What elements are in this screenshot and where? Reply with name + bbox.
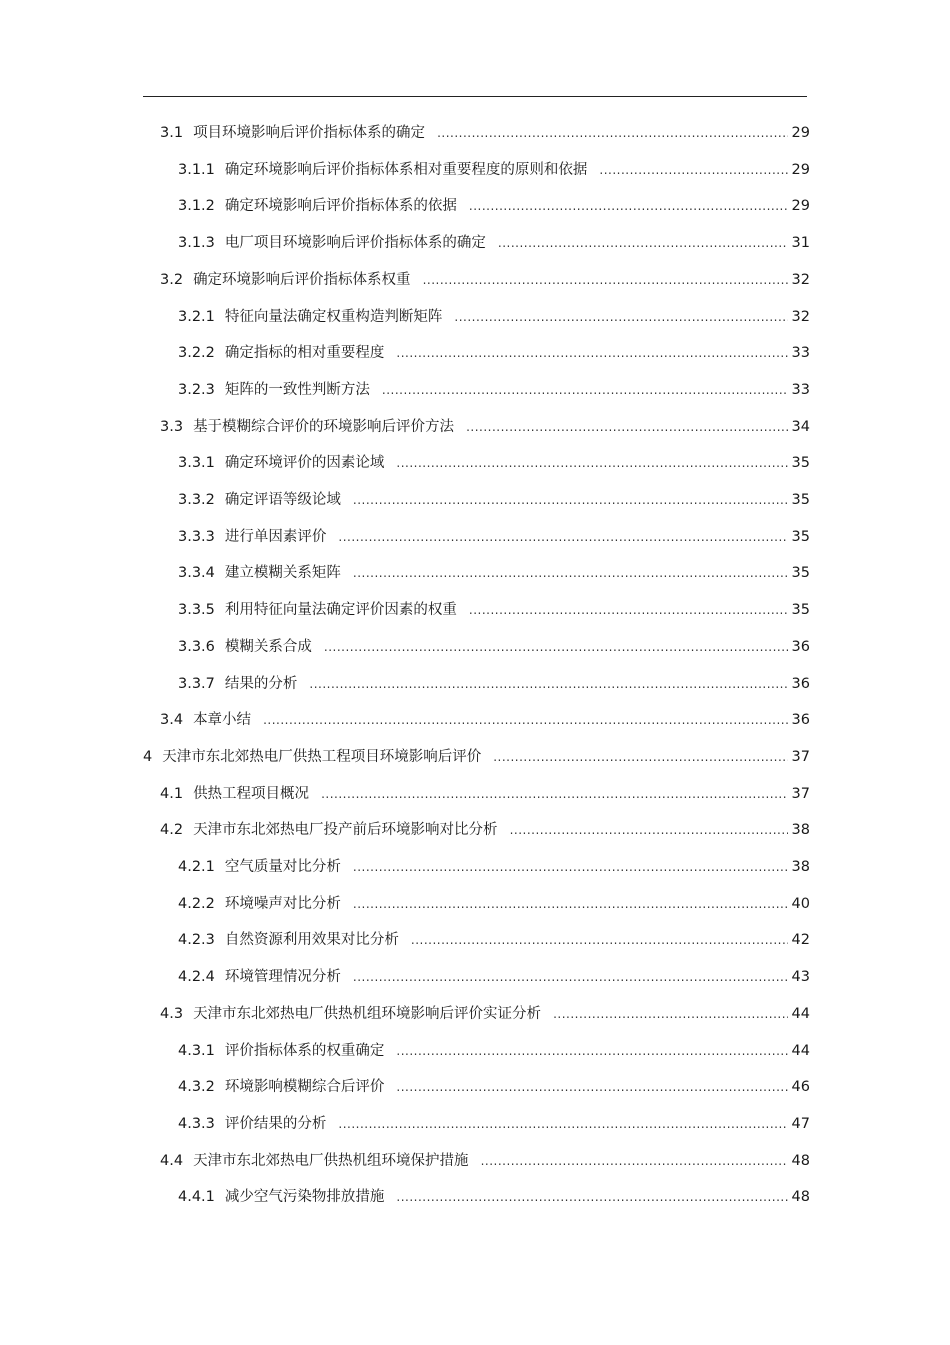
toc-entry-page-number: 46 xyxy=(791,1079,810,1096)
toc-dot-leader xyxy=(321,782,787,806)
toc-entry-number: 4.4.1 xyxy=(178,1189,215,1206)
toc-entry-page-number: 37 xyxy=(791,748,810,765)
toc-entry[interactable] xyxy=(160,121,810,145)
toc-entry[interactable] xyxy=(178,194,810,218)
toc-entry[interactable] xyxy=(178,928,810,952)
toc-entry-page-number: 48 xyxy=(791,1152,810,1169)
toc-dot-leader xyxy=(353,488,788,512)
toc-entry[interactable] xyxy=(178,598,810,622)
toc-entry[interactable] xyxy=(178,892,810,916)
toc-entry-number: 3.2.2 xyxy=(178,345,215,362)
toc-dot-leader xyxy=(338,1112,787,1136)
toc-entry-title: 进行单因素评价 xyxy=(224,528,327,545)
toc-entry[interactable] xyxy=(178,1185,810,1209)
toc-entry-page-number: 32 xyxy=(791,271,810,288)
toc-entry-title: 天津市东北郊热电厂供热工程项目环境影响后评价 xyxy=(162,748,482,765)
toc-entry-page-number: 33 xyxy=(791,381,810,398)
toc-entry-number: 4.3.2 xyxy=(178,1079,215,1096)
toc-entry-number: 3.1.3 xyxy=(178,235,215,252)
toc-entry-number: 3.1 xyxy=(160,125,184,141)
toc-entry-number: 4.2.2 xyxy=(178,895,215,912)
toc-dot-leader xyxy=(493,745,787,769)
toc-entry-title: 特征向量法确定权重构造判断矩阵 xyxy=(224,308,443,325)
toc-entry-page-number: 35 xyxy=(791,565,810,582)
toc-entry[interactable] xyxy=(160,415,810,439)
toc-entry-title: 项目环境影响后评价指标体系的确定 xyxy=(193,125,426,141)
toc-entry-title: 确定环境影响后评价指标体系的依据 xyxy=(224,198,457,215)
toc-entry-page-number: 42 xyxy=(791,932,810,949)
toc-entry-page-number: 29 xyxy=(791,161,810,178)
toc-entry-title: 自然资源利用效果对比分析 xyxy=(224,932,399,949)
toc-entry-number: 3.2.1 xyxy=(178,308,215,325)
toc-entry[interactable] xyxy=(160,818,810,842)
toc-entry-number: 4.1 xyxy=(160,785,184,802)
toc-entry-title: 建立模糊关系矩阵 xyxy=(224,565,341,582)
toc-entry[interactable] xyxy=(178,231,810,255)
toc-dot-leader xyxy=(353,561,788,585)
toc-dot-leader xyxy=(263,708,787,732)
toc-entry-title: 评价结果的分析 xyxy=(224,1115,327,1132)
toc-entry[interactable] xyxy=(178,1075,810,1099)
toc-dot-leader xyxy=(396,451,787,475)
toc-entry-title: 确定环境评价的因素论域 xyxy=(224,455,385,472)
toc-entry[interactable] xyxy=(178,672,810,696)
toc-entry[interactable] xyxy=(178,488,810,512)
toc-entry-page-number: 36 xyxy=(791,712,810,729)
toc-entry[interactable] xyxy=(178,158,810,182)
toc-entry-page-number: 34 xyxy=(791,418,810,435)
toc-entry[interactable] xyxy=(143,745,810,769)
toc-dot-leader xyxy=(411,928,788,952)
toc-entry[interactable] xyxy=(178,635,810,659)
toc-entry-number: 3.3.5 xyxy=(178,602,215,619)
toc-entry-title: 天津市东北郊热电厂投产前后环境影响对比分析 xyxy=(193,822,498,839)
toc-entry-title: 确定环境影响后评价指标体系相对重要程度的原则和依据 xyxy=(224,161,588,178)
toc-dot-leader xyxy=(396,341,787,365)
toc-entry-page-number: 29 xyxy=(791,198,810,215)
toc-entry-number: 3.3.4 xyxy=(178,565,215,582)
toc-entry-number: 3.3.6 xyxy=(178,638,215,655)
toc-dot-leader xyxy=(599,158,787,182)
toc-entry-page-number: 35 xyxy=(791,602,810,619)
toc-entry-page-number: 47 xyxy=(791,1115,810,1132)
toc-entry-number: 4.2.4 xyxy=(178,969,215,986)
toc-entry-title: 利用特征向量法确定评价因素的权重 xyxy=(224,602,457,619)
toc-entry-title: 矩阵的一致性判断方法 xyxy=(224,381,370,398)
toc-entry-title: 确定环境影响后评价指标体系权重 xyxy=(193,271,411,288)
toc-entry-title: 电厂项目环境影响后评价指标体系的确定 xyxy=(224,235,486,252)
toc-entry-number: 3.1.1 xyxy=(178,161,215,178)
toc-dot-leader xyxy=(396,1185,787,1209)
toc-dot-leader xyxy=(466,415,787,439)
toc-entry-title: 评价指标体系的权重确定 xyxy=(224,1042,385,1059)
toc-entry-page-number: 36 xyxy=(791,675,810,692)
toc-entry-number: 4.2.1 xyxy=(178,859,215,875)
toc-entry-number: 3.3.1 xyxy=(178,455,215,472)
toc-entry-page-number: 38 xyxy=(791,822,810,839)
toc-dot-leader xyxy=(396,1039,787,1063)
toc-entry-title: 供热工程项目概况 xyxy=(193,785,310,802)
toc-entry-page-number: 44 xyxy=(791,1042,810,1059)
toc-entry-title: 天津市东北郊热电厂供热机组环境影响后评价实证分析 xyxy=(193,1005,542,1022)
toc-dot-leader xyxy=(382,378,788,402)
toc-entry[interactable] xyxy=(160,782,810,806)
toc-entry-page-number: 38 xyxy=(791,859,810,875)
toc-dot-leader xyxy=(338,525,787,549)
toc-entry-title: 确定评语等级论域 xyxy=(224,492,341,508)
toc-entry-title: 结果的分析 xyxy=(224,675,298,692)
toc-entry-title: 环境影响模糊综合后评价 xyxy=(224,1079,385,1096)
toc-dot-leader xyxy=(498,231,788,255)
toc-dot-leader xyxy=(423,268,788,292)
toc-entry-number: 4.2.3 xyxy=(178,932,215,949)
toc-entry-page-number: 31 xyxy=(791,235,810,252)
toc-entry[interactable] xyxy=(178,855,810,879)
toc-entry-number: 4.3 xyxy=(160,1005,184,1022)
toc-entry-number: 3.3 xyxy=(160,418,184,435)
toc-entry[interactable] xyxy=(160,1149,810,1173)
toc-entry-title: 确定指标的相对重要程度 xyxy=(224,345,385,362)
toc-entry-number: 3.3.3 xyxy=(178,528,215,545)
toc-dot-leader xyxy=(396,1075,787,1099)
toc-entry-number: 3.4 xyxy=(160,712,184,729)
toc-entry-title: 模糊关系合成 xyxy=(224,638,312,655)
toc-entry-number: 4.3.3 xyxy=(178,1115,215,1132)
toc-entry-page-number: 33 xyxy=(791,345,810,362)
toc-entry[interactable] xyxy=(178,561,810,585)
toc-entry-number: 3.3.2 xyxy=(178,492,215,508)
toc-entry-page-number: 44 xyxy=(791,1005,810,1022)
toc-entry-page-number: 37 xyxy=(791,785,810,802)
toc-entry-title: 空气质量对比分析 xyxy=(224,859,341,875)
toc-entry[interactable] xyxy=(178,1039,810,1063)
toc-entry-page-number: 32 xyxy=(791,308,810,325)
toc-entry-page-number: 35 xyxy=(791,455,810,472)
toc-entry-number: 4 xyxy=(143,748,153,765)
toc-dot-leader xyxy=(437,121,787,145)
toc-entry-page-number: 40 xyxy=(791,895,810,912)
toc-entry-number: 3.1.2 xyxy=(178,198,215,215)
toc-entry-number: 4.4 xyxy=(160,1152,184,1169)
toc-entry-page-number: 35 xyxy=(791,528,810,545)
toc-dot-leader xyxy=(353,965,788,989)
toc-dot-leader xyxy=(553,1002,787,1026)
toc-dot-leader xyxy=(481,1149,788,1173)
toc-dot-leader xyxy=(353,855,788,879)
toc-entry-number: 3.2 xyxy=(160,271,184,288)
toc-entry-title: 减少空气污染物排放措施 xyxy=(224,1189,385,1206)
toc-entry-page-number: 43 xyxy=(791,969,810,986)
toc-dot-leader xyxy=(510,818,788,842)
toc-entry[interactable] xyxy=(178,341,810,365)
header-rule xyxy=(143,96,807,97)
toc-entry-title: 环境管理情况分析 xyxy=(224,969,341,986)
toc-dot-leader xyxy=(309,672,787,696)
toc-dot-leader xyxy=(324,635,788,659)
toc-entry-title: 天津市东北郊热电厂供热机组环境保护措施 xyxy=(193,1152,469,1169)
toc-entry-number: 3.2.3 xyxy=(178,381,215,398)
toc-entry-title: 本章小结 xyxy=(193,712,252,729)
toc-entry-title: 环境噪声对比分析 xyxy=(224,895,341,912)
toc-entry-page-number: 48 xyxy=(791,1189,810,1206)
toc-entry[interactable] xyxy=(178,965,810,989)
toc-entry[interactable] xyxy=(178,1112,810,1136)
toc-entry[interactable] xyxy=(178,451,810,475)
toc-entry[interactable] xyxy=(178,525,810,549)
toc-entry-title: 基于模糊综合评价的环境影响后评价方法 xyxy=(193,418,455,435)
toc-dot-leader xyxy=(469,194,788,218)
toc-dot-leader xyxy=(469,598,788,622)
toc-entry-number: 3.3.7 xyxy=(178,675,215,692)
toc-entry-page-number: 29 xyxy=(791,125,810,141)
toc-entry[interactable] xyxy=(160,1002,810,1026)
toc-entry[interactable] xyxy=(160,708,810,732)
toc-entry-page-number: 36 xyxy=(791,638,810,655)
toc-entry[interactable] xyxy=(178,378,810,402)
toc-dot-leader xyxy=(454,305,787,329)
toc-entry-number: 4.2 xyxy=(160,822,184,839)
toc-dot-leader xyxy=(353,892,788,916)
toc-entry[interactable] xyxy=(160,268,810,292)
toc-entry-page-number: 35 xyxy=(791,492,810,508)
toc-entry[interactable] xyxy=(178,305,810,329)
toc-entry-number: 4.3.1 xyxy=(178,1042,215,1059)
